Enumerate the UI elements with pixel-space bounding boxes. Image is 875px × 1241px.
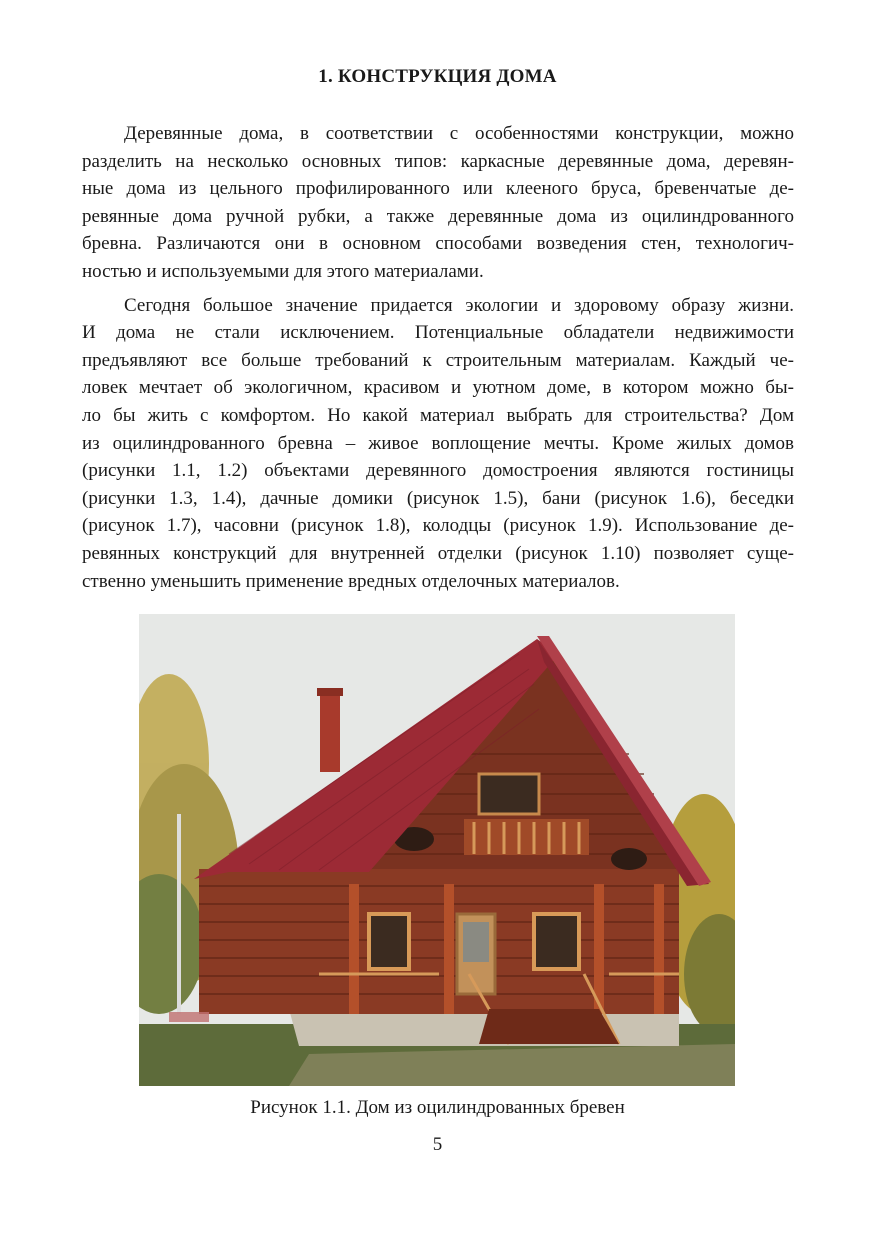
text-line: предъявляют все больше требований к строительным материалам. Каждый че- [82,349,794,371]
text-line: ревянные дома ручной рубки, а также деревянные дома из оцилиндрованного [82,205,794,227]
text-line: ловек мечтает об экологичном, красивом и уютном доме, в котором можно бы- [82,377,794,399]
text-line: из оцилиндрованного бревна – живое воплощение мечты. Кроме жилых домов [82,432,794,454]
section-heading: 1. КОНСТРУКЦИЯ ДОМА [318,66,557,87]
paragraph [82,292,794,596]
figure-caption: Рисунок 1.1. Дом из оцилиндрованных бревен [250,1097,625,1118]
text-line: ревянных конструкций для внутренней отделки (рисунок 1.10) позволяет суще- [82,542,794,564]
text-line: ственно уменьшить применение вредных отделочных материалов. [82,570,620,592]
text-line: (рисунок 1.7), часовни (рисунок 1.8), колодцы (рисунок 1.9). Использование де- [82,515,794,537]
text-line: ло бы жить с комфортом. Но какой материал выбрать для строительства? Дом [82,404,794,426]
text-line: бревна. Различаются они в основном способами возведения стен, технологич- [82,233,794,255]
text-line: И дома не стали исключением. Потенциальные обладатели недвижимости [82,322,794,344]
page-number: 5 [432,1134,443,1155]
text-line: Сегодня большое значение придается экологии и здоровому образу жизни. [124,294,794,316]
text-line: (рисунки 1.3, 1.4), дачные домики (рисунок 1.5), бани (рисунок 1.6), беседки [82,487,794,509]
text-line: (рисунки 1.1, 1.2) объектами деревянного домостроения являются гостиницы [82,460,794,482]
text-line: ные дома из цельного профилированного или клееного бруса, бревенчатые де- [82,178,794,200]
text-line: Деревянные дома, в соответствии с особенностями конструкции, можно [124,123,794,144]
chimney [320,692,340,772]
body-text [82,120,794,601]
paragraph [82,120,794,286]
house-photo [139,614,735,1086]
text-line: ностью и используемыми для этого материалами. [82,260,484,282]
text-line: разделить на несколько основных типов: каркасные деревянные дома, деревян- [82,150,794,172]
